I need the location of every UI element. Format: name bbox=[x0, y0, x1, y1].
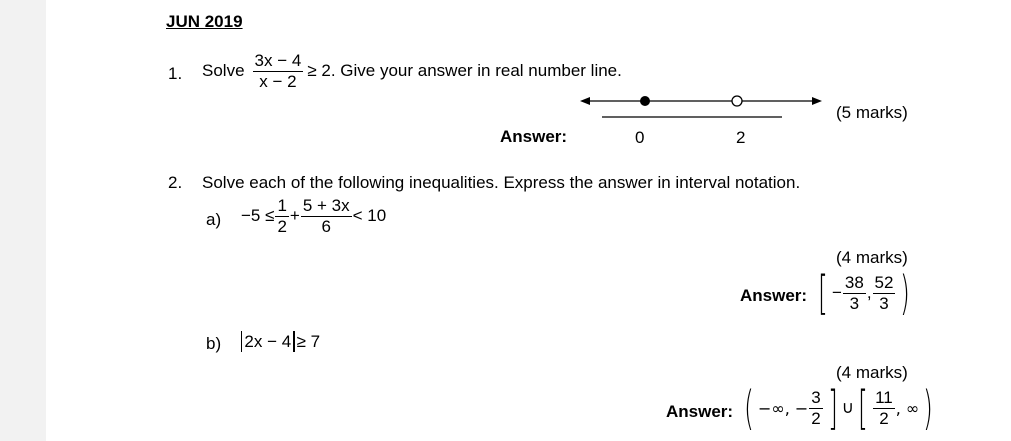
q2a-fraction-1-numerator: 1 bbox=[277, 196, 287, 215]
q2a-answer-label: Answer: bbox=[740, 286, 808, 305]
q2a-answer-minus: − bbox=[831, 283, 842, 302]
q1-fraction bbox=[253, 51, 304, 91]
closed-dot-icon bbox=[640, 96, 650, 106]
q2b-answer-fraction-1-numerator: 3 bbox=[811, 387, 821, 407]
q2b-answer-close-paren: ) bbox=[923, 381, 934, 435]
q2a-answer-fraction-1 bbox=[843, 273, 866, 313]
q2a-answer-close-paren: ) bbox=[900, 266, 911, 320]
q1-solve-word: Solve bbox=[202, 61, 245, 81]
q2a-answer-fraction-1-denominator: 3 bbox=[849, 293, 860, 313]
q1-number: 1. bbox=[168, 64, 183, 83]
q1-marks: (5 marks) bbox=[836, 103, 908, 122]
q2b-trail: ≥ 7 bbox=[296, 331, 321, 351]
number-line bbox=[576, 88, 826, 124]
q2b-answer-label: Answer: bbox=[666, 402, 734, 421]
open-dot-icon bbox=[732, 96, 742, 106]
q2a-lead: −5 ≤ bbox=[241, 206, 275, 226]
q1-statement-tail: ≥ 2. Give your answer in real number line. bbox=[307, 61, 622, 81]
q2b-answer-fraction-2-denominator: 2 bbox=[879, 408, 889, 428]
q2b-answer-close-bracket: ] bbox=[827, 381, 838, 435]
q2a-answer-fraction-2 bbox=[873, 273, 896, 313]
q2b-expression: 2x − 4 bbox=[244, 331, 292, 351]
q2a-plus: + bbox=[289, 206, 300, 226]
q2b-answer-open-bracket: [ bbox=[858, 381, 869, 435]
q1-answer-label: Answer: bbox=[500, 127, 568, 146]
q2a-answer-open-bracket: [ bbox=[818, 266, 828, 320]
q2a-fraction-2 bbox=[301, 196, 352, 236]
tick-label-2: 2 bbox=[736, 128, 746, 147]
q2b-answer-fraction-2-numerator: 11 bbox=[875, 387, 893, 407]
q1-fraction-numerator: 3x − 4 bbox=[254, 51, 302, 70]
q2a-trail: < 10 bbox=[352, 206, 387, 226]
q2a-answer-fraction-2-denominator: 3 bbox=[879, 293, 889, 313]
q2-statement: Solve each of the following inequalities. Express the answer in interval notation. bbox=[202, 173, 801, 192]
q1-fraction-denominator: x − 2 bbox=[259, 71, 297, 91]
q2b-answer-open-paren: ( bbox=[744, 381, 754, 435]
q2a-marks: (4 marks) bbox=[836, 248, 908, 267]
q2a-fraction-2-numerator: 5 + 3x bbox=[302, 196, 350, 215]
q1-statement bbox=[202, 51, 622, 91]
q2a-fraction-2-denominator: 6 bbox=[321, 216, 331, 236]
exam-heading: JUN 2019 bbox=[166, 12, 243, 31]
q2b-marks: (4 marks) bbox=[836, 363, 908, 382]
tick-label-0: 0 bbox=[635, 128, 645, 147]
q2a-answer-comma: , bbox=[866, 283, 872, 302]
document-page bbox=[46, 0, 1011, 441]
abs-bar-right bbox=[293, 331, 294, 352]
right-arrow-icon bbox=[812, 97, 822, 105]
q2a-answer bbox=[814, 266, 914, 320]
q2a-inequality bbox=[241, 196, 386, 236]
q2b-answer-fraction-2 bbox=[873, 388, 895, 428]
q2b-answer-fraction-1 bbox=[809, 388, 822, 428]
left-arrow-icon bbox=[580, 97, 590, 105]
q2b-label: b) bbox=[206, 334, 222, 353]
abs-bar-left bbox=[241, 331, 242, 352]
q2a-fraction-1 bbox=[275, 196, 288, 236]
q2a-answer-fraction-2-numerator: 52 bbox=[874, 272, 894, 292]
q2a-label: a) bbox=[206, 210, 222, 229]
q2a-answer-fraction-1-numerator: 38 bbox=[844, 272, 864, 292]
q2b-answer-union: ∪ bbox=[841, 398, 855, 418]
q2b-answer-infinity: , ∞ bbox=[895, 398, 920, 418]
q2b-inequality bbox=[239, 331, 320, 352]
q2b-answer-neg-infinity: −∞, − bbox=[757, 398, 809, 418]
q2-number: 2. bbox=[168, 173, 183, 192]
q2b-answer-fraction-1-denominator: 2 bbox=[811, 408, 821, 428]
q2a-fraction-1-denominator: 2 bbox=[277, 216, 287, 236]
q2b-answer bbox=[740, 381, 937, 435]
